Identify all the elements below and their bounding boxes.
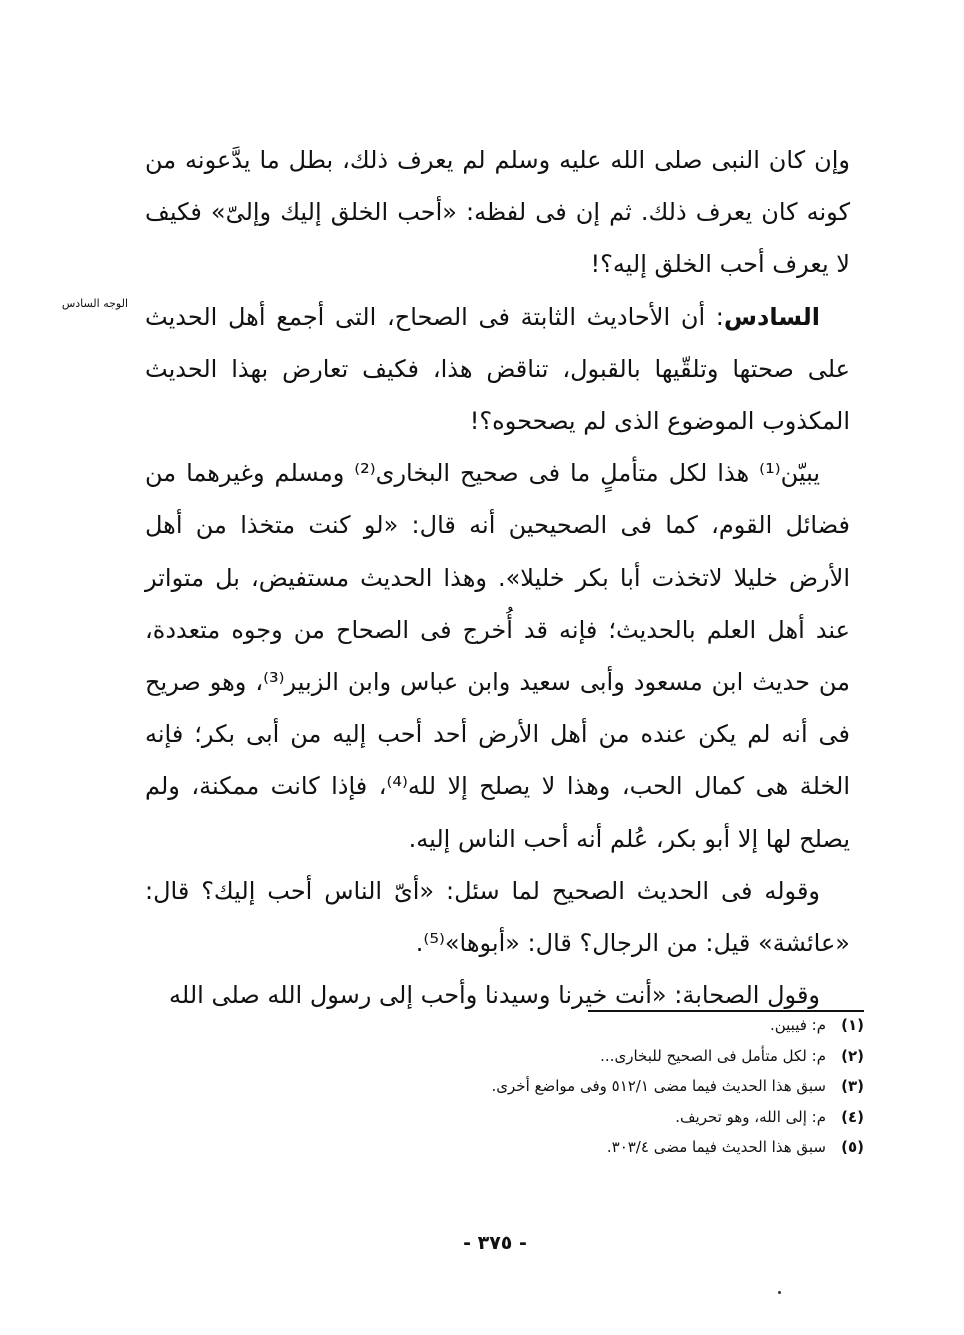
footnote-number: (٤) bbox=[841, 1107, 864, 1126]
paragraph-2-text: : أن الأحاديث الثابتة فى الصحاح، التى أجمع أهل الحديث على صحتها وتلقّيها بالقبول، تناقض هذا، فكيف تعارض بهذا الحديث المكذوب الموضوع الذى لم يصححوه؟! bbox=[145, 302, 850, 436]
footnote-text: م: لكل متأمل فى الصحيح للبخارى... bbox=[600, 1046, 826, 1065]
main-text-block bbox=[145, 134, 850, 1021]
paragraph-5: وقول الصحابة: «أنت خيرنا وسيدنا وأحب إلى رسول الله صلى الله bbox=[169, 981, 820, 1010]
footnote-number: (٣) bbox=[841, 1077, 864, 1095]
footnote-3 bbox=[244, 1071, 864, 1102]
paragraph-2 bbox=[145, 291, 850, 448]
paragraph-3: يبيّن⁽¹⁾ هذا لكل متأملٍ ما فى صحيح البخارى⁽²⁾ ومسلم وغيرهما من فضائل القوم، كما فى الصحيحين أنه قال: «لو كنت متخذا من أهل الأرض خليلا لاتخذت أبا بكر خليلا». وهذا الحديث مستفيض، بل متواتر عند أهل العلم بالحديث؛ فإنه قد أُخرج فى الصحاح من وجوه متعددة، من حديث ابن مسعود وأبى سعيد وابن عباس وابن الزبير⁽³⁾، وهو صريح فى أنه لم يكن عنده من أهل الأرض أحد أحب إليه من أبى بكر؛ فإنه الخلة هى كمال الحب، وهذا لا يصلح إلا لله⁽⁴⁾، فإذا كانت ممكنة، ولم يصلح لها إلا أبو بكر، عُلم أنه أحب الناس إليه. bbox=[145, 459, 850, 853]
footnote-text: م: فيبين. bbox=[769, 1016, 826, 1034]
page-number: - ٣٧٥ - bbox=[463, 1232, 527, 1254]
footnote-1 bbox=[244, 1010, 864, 1041]
scan-speck bbox=[778, 1291, 781, 1294]
paragraph-4: وقوله فى الحديث الصحيح لما سئل: «أىّ الناس أحب إليك؟ قال: «عائشة» قيل: من الرجال؟ قال: «أبوها»⁽⁵⁾. bbox=[145, 876, 850, 958]
margin-note: الوجه السادس bbox=[61, 297, 128, 310]
footnote-4 bbox=[244, 1102, 864, 1133]
footnote-5 bbox=[244, 1132, 864, 1163]
paragraph-1: وإن كان النبى صلى الله عليه وسلم لم يعرف ذلك، بطل ما يدَّعونه من كونه كان يعرف ذلك. ثم إن فى لفظه: «أحب الخلق إليك وإلىّ» فكيف لا يعرف أحب الخلق إليه؟! bbox=[145, 146, 850, 279]
footnote-2 bbox=[244, 1041, 864, 1072]
footnote-number: (١) bbox=[841, 1016, 864, 1034]
sixth-heading: السادس bbox=[723, 302, 820, 331]
footnote-text: سبق هذا الحديث فيما مضى ٥١٢/١ وفى مواضع أخرى. bbox=[491, 1077, 826, 1095]
footnote-number: (٢) bbox=[841, 1046, 864, 1065]
footnote-text: م: إلى الله، وهو تحريف. bbox=[675, 1107, 826, 1126]
footnote-text: سبق هذا الحديث فيما مضى ٣٠٣/٤. bbox=[606, 1138, 826, 1156]
footnotes bbox=[244, 1010, 864, 1163]
footnote-number: (٥) bbox=[841, 1138, 864, 1156]
